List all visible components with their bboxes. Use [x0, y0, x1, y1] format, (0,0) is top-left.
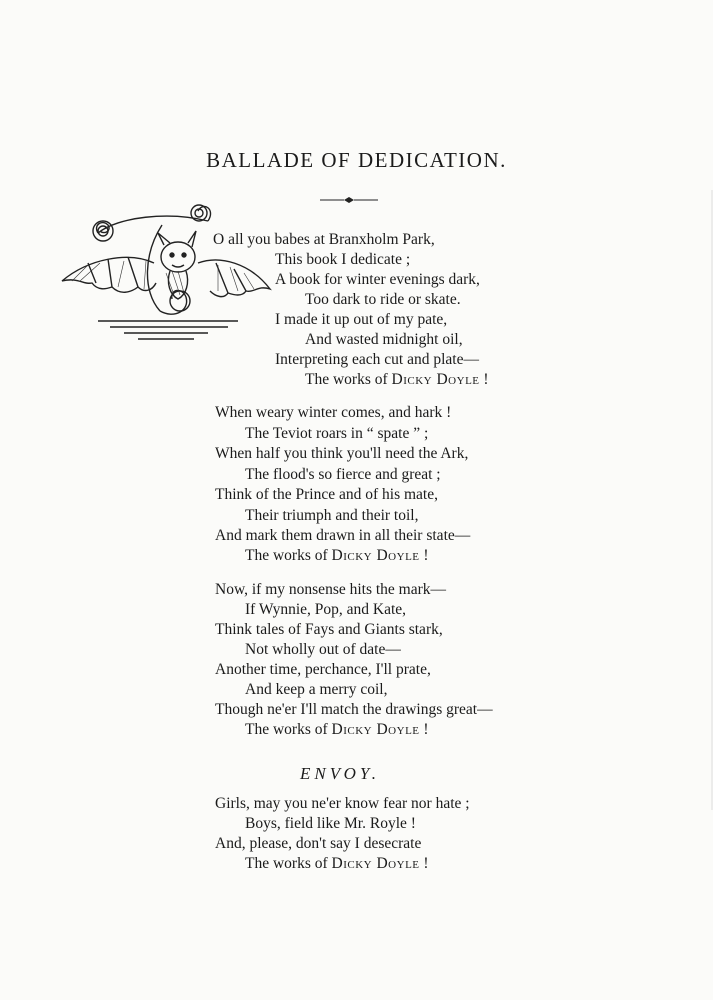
stanza3-line6: And keep a merry coil,	[245, 681, 388, 698]
stanza1-line1: O all you babes at Branxholm Park,	[213, 231, 435, 248]
stanza2-line2: The Teviot roars in “ spate ” ;	[245, 425, 429, 442]
decorated-initial-t-illustration	[58, 203, 272, 345]
author-name: Dicky Doyle	[331, 721, 420, 738]
title-ornament	[318, 194, 380, 206]
stanza3-line1: Now, if my nonsense hits the mark—	[215, 581, 447, 598]
author-name: Dicky Doyle	[331, 547, 420, 564]
stanza3-line7: Though ne'er I'll match the drawings great—	[215, 701, 493, 718]
stanza1-line4: Too dark to ride or skate.	[305, 291, 461, 308]
author-name: Dicky Doyle	[331, 855, 420, 872]
refrain-end: !	[419, 547, 429, 564]
refrain-end: !	[419, 721, 429, 738]
stanza3-line3: Think tales of Fays and Giants stark,	[215, 621, 443, 638]
refrain-end: !	[479, 371, 489, 388]
stanza2-refrain	[245, 546, 429, 566]
stanza1-line7: Interpreting each cut and plate—	[275, 351, 479, 368]
stanza3-line2: If Wynnie, Pop, and Kate,	[245, 601, 407, 618]
refrain-end: !	[419, 855, 429, 872]
refrain-text: The works of	[245, 855, 332, 872]
stanza2-line1: When weary winter comes, and hark !	[215, 404, 452, 421]
stanza1-line2: This book I dedicate ;	[275, 251, 411, 268]
stanza3-line5: Another time, perchance, I'll prate,	[215, 661, 431, 678]
stanza1-line5: I made it up out of my pate,	[275, 311, 448, 328]
envoy-line1: Girls, may you ne'er know fear nor hate ;	[215, 795, 470, 812]
refrain-text: The works of	[245, 547, 332, 564]
envoy-refrain	[245, 854, 429, 874]
refrain-text: The works of	[305, 371, 392, 388]
refrain-text: The works of	[245, 721, 332, 738]
stanza2-line4: The flood's so fierce and great ;	[245, 466, 441, 483]
stanza3-line4: Not wholly out of date—	[245, 641, 401, 658]
envoy-line3: And, please, don't say I desecrate	[215, 835, 422, 852]
stanza3-refrain	[245, 720, 429, 740]
envoy-line2: Boys, field like Mr. Royle !	[245, 815, 416, 832]
stanza1-line3: A book for winter evenings dark,	[275, 271, 480, 288]
envoy-heading: ENVOY.	[300, 764, 381, 783]
stanza2-line7: And mark them drawn in all their state—	[215, 527, 471, 544]
stanza2-line5: Think of the Prince and of his mate,	[215, 486, 438, 503]
stanza1-line6: And wasted midnight oil,	[305, 331, 463, 348]
author-name: Dicky Doyle	[391, 371, 480, 388]
stanza2-line6: Their triumph and their toil,	[245, 507, 419, 524]
stanza1-refrain	[305, 370, 489, 390]
stanza2-line3: When half you think you'll need the Ark,	[215, 445, 469, 462]
page-title: BALLADE OF DEDICATION.	[206, 148, 507, 172]
